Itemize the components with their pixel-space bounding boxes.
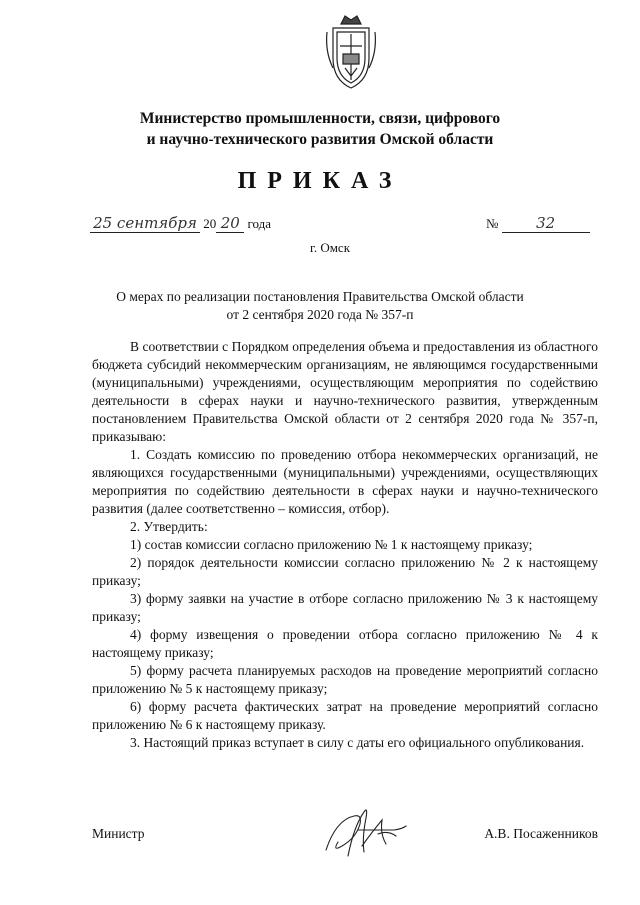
subject-line-2: от 2 сентября 2020 года № 357-п <box>226 307 414 322</box>
number-handwritten: 32 <box>502 214 590 233</box>
organization-name <box>0 108 640 150</box>
item-2-1-paragraph: 1) состав комиссии согласно приложению № 1 к настоящему приказу; <box>130 537 533 552</box>
date-year-prefix: 20 <box>203 216 217 231</box>
date-line <box>90 214 271 233</box>
item-2-6-paragraph: 6) форму расчета фактических затрат на проведение мероприятий согласно приложению № 6 к настоящему приказу. <box>92 699 598 732</box>
document-type: ПРИКАЗ <box>237 168 403 194</box>
date-suffix: года <box>247 216 272 231</box>
item-2-2-paragraph: 2) порядок деятельности комиссии согласно приложению № 2 к настоящему приказу; <box>92 555 598 588</box>
coat-of-arms-icon <box>323 10 379 94</box>
organization-line-2: и научно-технического развития Омской области <box>146 131 494 148</box>
city: г. Омск <box>309 240 351 255</box>
subject-line-1: О мерах по реализации постановления Правительства Омской области <box>116 289 524 304</box>
number-label: № <box>486 216 499 231</box>
organization-line-1: Министерство промышленности, связи, цифрового <box>139 110 501 127</box>
signatory-name: А.В. Посаженников <box>484 826 598 841</box>
item-2-5-paragraph: 5) форму расчета планируемых расходов на проведение мероприятий согласно приложению № 5 к настоящему приказу; <box>92 663 598 696</box>
signature-row <box>92 826 598 846</box>
item-2-4-paragraph: 4) форму извещения о проведении отбора согласно приложению № 4 к настоящему приказу; <box>92 627 598 660</box>
preamble-paragraph: В соответствии с Порядком определения объема и предоставления из областного бюджета субсидий некоммерческим организациям, не являющимся государственными (муниципальными) учреждениями, осуществляющим мероприятия по содействию деятельности в сферах науки и научно-технического развития, утвержденным постановлением Правительства Омской области от 2 сентября 2020 года № 357-п, приказываю: <box>92 339 598 444</box>
item-1-paragraph: 1. Создать комиссию по проведению отбора некоммерческих организаций, не являющихся государственными (муниципальными) учреждениями, осуществляющих мероприятия по содействию деятельности в сферах науки и научно-технического развития (далее соответственно – комиссия, отбор). <box>92 447 598 516</box>
date-day-month-handwritten: 25 сентября <box>90 214 200 233</box>
signatory-title: Министр <box>92 826 145 841</box>
item-2-3-paragraph: 3) форму заявки на участие в отборе согласно приложению № 3 к настоящему приказу; <box>92 591 598 624</box>
item-3-paragraph: 3. Настоящий приказ вступает в силу с даты его официального опубликования. <box>130 735 585 750</box>
date-year-handwritten: 20 <box>216 214 244 233</box>
order-body <box>92 338 598 752</box>
item-2-paragraph: 2. Утвердить: <box>130 519 208 534</box>
number-line <box>486 214 590 233</box>
order-subject <box>80 288 560 324</box>
